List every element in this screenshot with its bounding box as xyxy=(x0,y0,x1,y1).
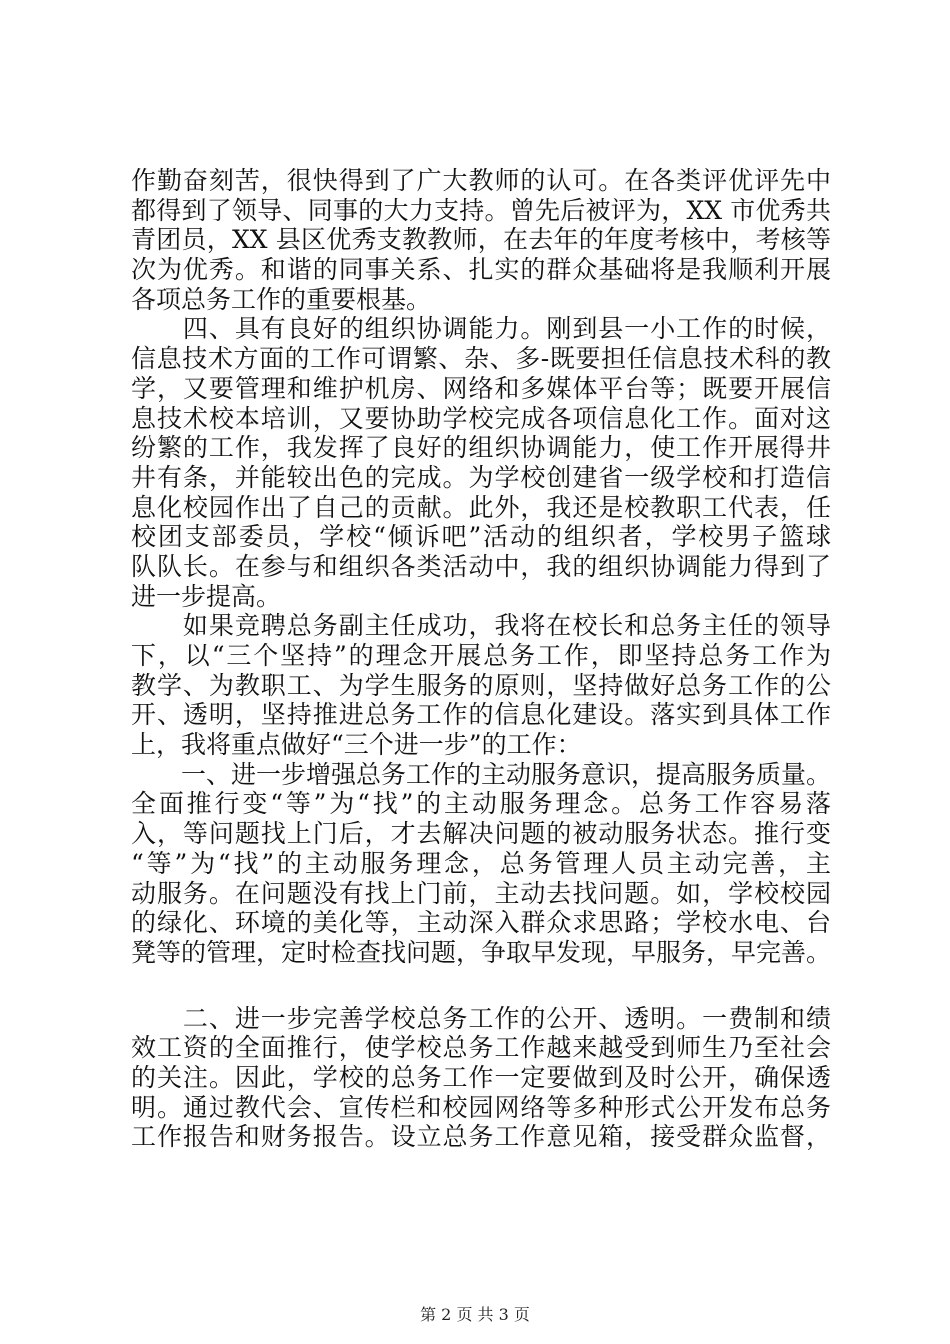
paragraph xyxy=(131,760,831,968)
text-line: 凳等的管理，定时检查找问题，争取早发现，早服务，早完善。 xyxy=(131,937,831,967)
text-line: 井有条，并能较出色的完成。为学校创建省一级学校和打造信 xyxy=(131,462,831,492)
text-line: 信息技术方面的工作可谓繁、杂、多-既要担任信息技术科的教 xyxy=(131,344,831,374)
text-line: 下，以“三个坚持”的理念开展总务工作，即坚持总务工作为 xyxy=(131,641,831,670)
text-line: 纷繁的工作，我发挥了良好的组织协调能力，使工作开展得井 xyxy=(131,433,831,463)
text-line: 青团员，XX 县区优秀支教教师，在去年的年度考核中，考核等 xyxy=(131,225,831,255)
text-line: 如果竞聘总务副主任成功，我将在校长和总务主任的领导 xyxy=(131,611,831,641)
paragraph xyxy=(131,166,831,314)
text-line: 各项总务工作的重要根基。 xyxy=(131,284,432,314)
text-line: 上，我将重点做好“三个进一步”的工作： xyxy=(131,730,582,760)
text-line: 开、透明，坚持推进总务工作的信息化建设。落实到具体工作 xyxy=(131,700,831,730)
text-line: 都得到了领导、同事的大力支持。曾先后被评为，XX 市优秀共 xyxy=(131,195,831,225)
paragraph xyxy=(131,314,831,611)
text-line: 作勤奋刻苦，很快得到了广大教师的认可。在各类评优评先中 xyxy=(131,166,831,195)
text-line: 的关注。因此，学校的总务工作一定要做到及时公开，确保透 xyxy=(131,1062,831,1092)
text-line: 二、进一步完善学校总务工作的公开、透明。一费制和绩 xyxy=(131,1003,831,1033)
text-line: 进一步提高。 xyxy=(131,581,282,611)
text-line: 效工资的全面推行，使学校总务工作越来越受到师生乃至社会 xyxy=(131,1033,831,1063)
text-line: 队队长。在参与和组织各类活动中，我的组织协调能力得到了 xyxy=(131,551,831,581)
page-number-footer: 第 2 页 共 3 页 xyxy=(420,1305,530,1324)
paragraph-spacer xyxy=(131,968,831,1004)
text-line: 明。通过教代会、宣传栏和校园网络等多种形式公开发布总务 xyxy=(131,1092,831,1122)
text-line: 一、进一步增强总务工作的主动服务意识，提高服务质量。 xyxy=(131,759,831,789)
text-line: 入，等问题找上门后，才去解决问题的被动服务状态。推行变 xyxy=(131,819,831,849)
text-line: 学，又要管理和维护机房、网络和多媒体平台等；既要开展信 xyxy=(131,373,831,403)
text-line: 息技术校本培训，又要协助学校完成各项信息化工作。面对这 xyxy=(131,403,831,433)
text-line: 动服务。在问题没有找上门前，主动去找问题。如，学校校园 xyxy=(131,878,831,908)
text-line: 次为优秀。和谐的同事关系、扎实的群众基础将是我顺利开展 xyxy=(131,255,831,285)
text-line: “等”为“找”的主动服务理念，总务管理人员主动完善，主 xyxy=(131,848,831,878)
text-line: 工作报告和财务报告。设立总务工作意见箱，接受群众监督， xyxy=(131,1122,831,1152)
text-line: 息化校园作出了自己的贡献。此外，我还是校教职工代表，任 xyxy=(131,492,831,522)
paragraph xyxy=(131,1004,831,1152)
text-line: 全面推行变“等”为“找”的主动服务理念。总务工作容易落 xyxy=(131,789,831,819)
paragraph xyxy=(131,611,831,759)
text-line: 教学、为教职工、为学生服务的原则，坚持做好总务工作的公 xyxy=(131,670,831,700)
text-line: 的绿化、环境的美化等，主动深入群众求思路；学校水电、台 xyxy=(131,908,831,938)
document-body xyxy=(131,166,831,1152)
text-line: 校团支部委员，学校“倾诉吧”活动的组织者，学校男子篮球 xyxy=(131,522,831,552)
text-line: 四、具有良好的组织协调能力。刚到县一小工作的时候， xyxy=(131,314,831,344)
